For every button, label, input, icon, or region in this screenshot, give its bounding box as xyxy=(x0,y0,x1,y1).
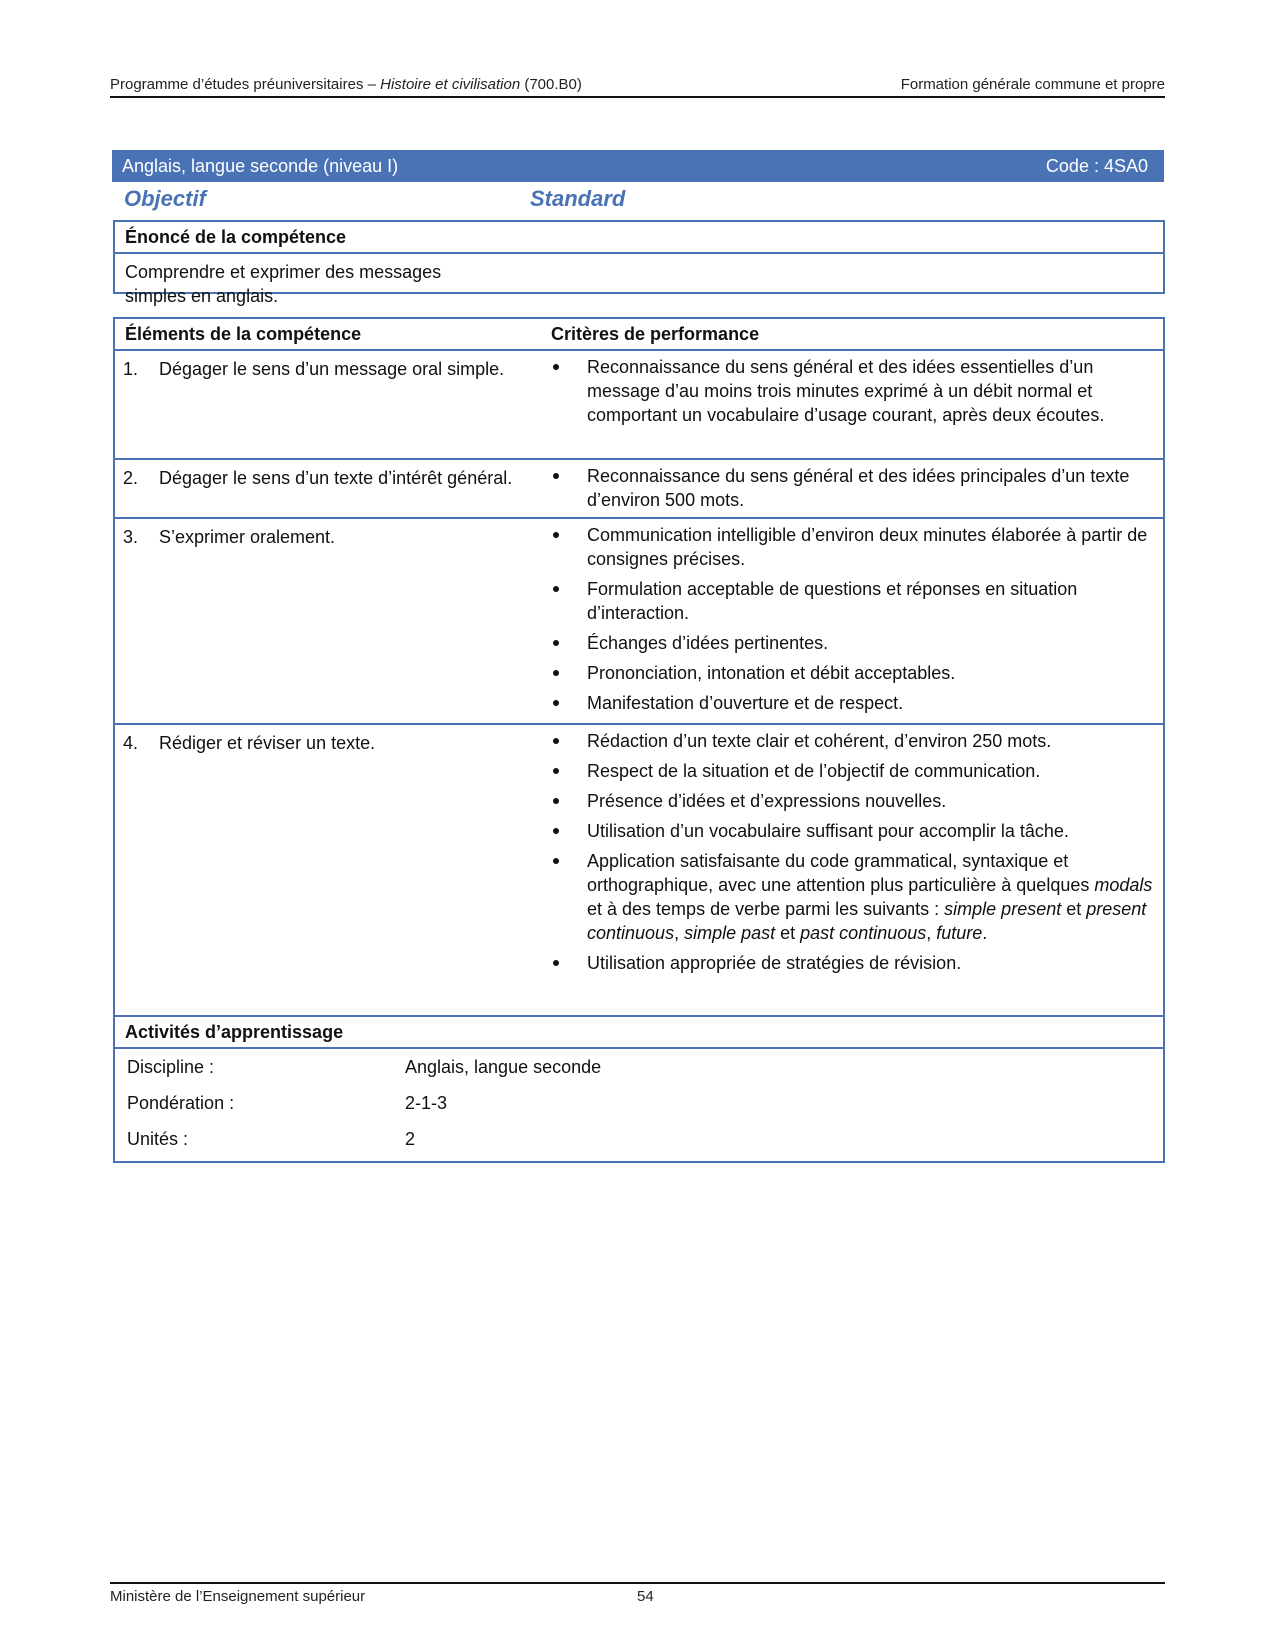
criterion: Manifestation d’ouverture et de respect. xyxy=(551,691,1153,715)
header-program-name: Histoire et civilisation xyxy=(380,76,521,93)
course-code: Code : 4SA0 xyxy=(1045,156,1148,176)
grammar-simple-present: simple present xyxy=(944,899,1062,919)
activite-value: 2-1-3 xyxy=(405,1093,448,1113)
element-text: Dégager le sens d’un texte d’intérêt général. xyxy=(159,468,513,488)
criterion: Rédaction d’un texte clair et cohérent, d’environ 250 mots. xyxy=(551,729,1153,753)
element-text: S’exprimer oralement. xyxy=(159,527,336,547)
activite-row-unites xyxy=(115,1121,1163,1157)
criterion: Utilisation d’un vocabulaire suffisant pour accomplir la tâche. xyxy=(551,819,1153,843)
footer-ministry: Ministère de l’Enseignement supérieur xyxy=(110,1588,366,1605)
element-section-1 xyxy=(115,351,1163,460)
criteria-list xyxy=(551,460,1163,522)
activites-box xyxy=(113,1015,1165,1163)
element-section-3 xyxy=(115,519,1163,725)
activite-row-ponderation xyxy=(115,1085,1163,1121)
header-prefix: Programme d’études préuniversitaires – xyxy=(110,76,381,93)
grammar-text: Application satisfaisante du code grammatical, syntaxique et orthographique, avec une attention plus particulière à quelques xyxy=(587,851,1095,895)
objectif-label: Objectif xyxy=(124,186,206,211)
header-program xyxy=(110,76,582,93)
criterion: Échanges d’idées pertinentes. xyxy=(551,631,1153,655)
grammar-text: , xyxy=(926,923,937,943)
criterion: Présence d’idées et d’expressions nouvelles. xyxy=(551,789,1153,813)
criterion-grammar xyxy=(551,849,1153,945)
elements-heading: Éléments de la compétence xyxy=(125,324,362,344)
objective-standard-row xyxy=(124,184,1164,216)
criteria-list xyxy=(551,519,1163,725)
grammar-text: . xyxy=(982,923,988,943)
grammar-simple-past: simple past xyxy=(684,923,776,943)
criterion: Respect de la situation et de l’objectif de communication. xyxy=(551,759,1153,783)
activite-row-discipline xyxy=(115,1049,1163,1085)
page-header xyxy=(110,74,1165,98)
activite-label: Unités : xyxy=(127,1129,189,1149)
criterion: Reconnaissance du sens général et des idées essentielles d’un message d’au moins trois minutes exprimé à un débit normal et comportant un vocabulaire d’usage courant, après deux écoutes. xyxy=(551,355,1153,427)
element-number: 4. xyxy=(123,733,139,753)
activite-label: Pondération : xyxy=(127,1093,235,1113)
header-formation: Formation générale commune et propre xyxy=(900,76,1165,93)
page-footer xyxy=(110,1582,1165,1608)
criterion: Formulation acceptable de questions et réponses en situation d’interaction. xyxy=(551,577,1153,625)
grammar-text: et xyxy=(1061,899,1087,919)
enonce-text: Comprendre et exprimer des messages simples en anglais. xyxy=(125,262,442,306)
element-number: 3. xyxy=(123,527,139,547)
element-section-4 xyxy=(115,725,1163,1015)
course-title-bar xyxy=(112,150,1164,182)
enonce-box xyxy=(113,220,1165,306)
criterion: Utilisation appropriée de stratégies de révision. xyxy=(551,951,1153,975)
header-program-code: (700.B0) xyxy=(520,76,582,93)
element-text: Rédiger et réviser un texte. xyxy=(159,733,376,753)
grammar-present-continuous: present continuous xyxy=(587,899,1147,943)
criteria-list xyxy=(551,725,1163,985)
element-text: Dégager le sens d’un message oral simple. xyxy=(159,359,505,379)
criterion: Communication intelligible d’environ deux minutes élaborée à partir de consignes précises. xyxy=(551,523,1153,571)
criterion: Prononciation, intonation et débit acceptables. xyxy=(551,661,1153,685)
criteria-list xyxy=(551,351,1163,437)
elements-heading-row xyxy=(115,319,1163,351)
grammar-modals: modals xyxy=(1094,875,1153,895)
activite-value: 2 xyxy=(405,1129,416,1149)
element-section-2 xyxy=(115,460,1163,519)
element-number: 2. xyxy=(123,468,139,488)
grammar-text: et à des temps de verbe parmi les suivants : xyxy=(587,899,945,919)
page-number: 54 xyxy=(637,1588,654,1605)
grammar-future: future xyxy=(936,923,983,943)
activites-heading: Activités d’apprentissage xyxy=(115,1017,1163,1049)
criteres-heading: Critères de performance xyxy=(551,324,760,344)
element-number: 1. xyxy=(123,359,139,379)
grammar-text: et xyxy=(775,923,801,943)
activite-label: Discipline : xyxy=(127,1057,215,1077)
activite-value: Anglais, langue seconde xyxy=(405,1057,602,1077)
grammar-text: , xyxy=(674,923,685,943)
criterion: Reconnaissance du sens général et des idées principales d’un texte d’environ 500 mots. xyxy=(551,464,1153,512)
course-title: Anglais, langue seconde (niveau I) xyxy=(122,156,399,176)
standard-label: Standard xyxy=(530,186,626,211)
elements-box xyxy=(113,317,1165,1017)
enonce-heading: Énoncé de la compétence xyxy=(115,222,1163,254)
grammar-past-continuous: past continuous xyxy=(800,923,927,943)
